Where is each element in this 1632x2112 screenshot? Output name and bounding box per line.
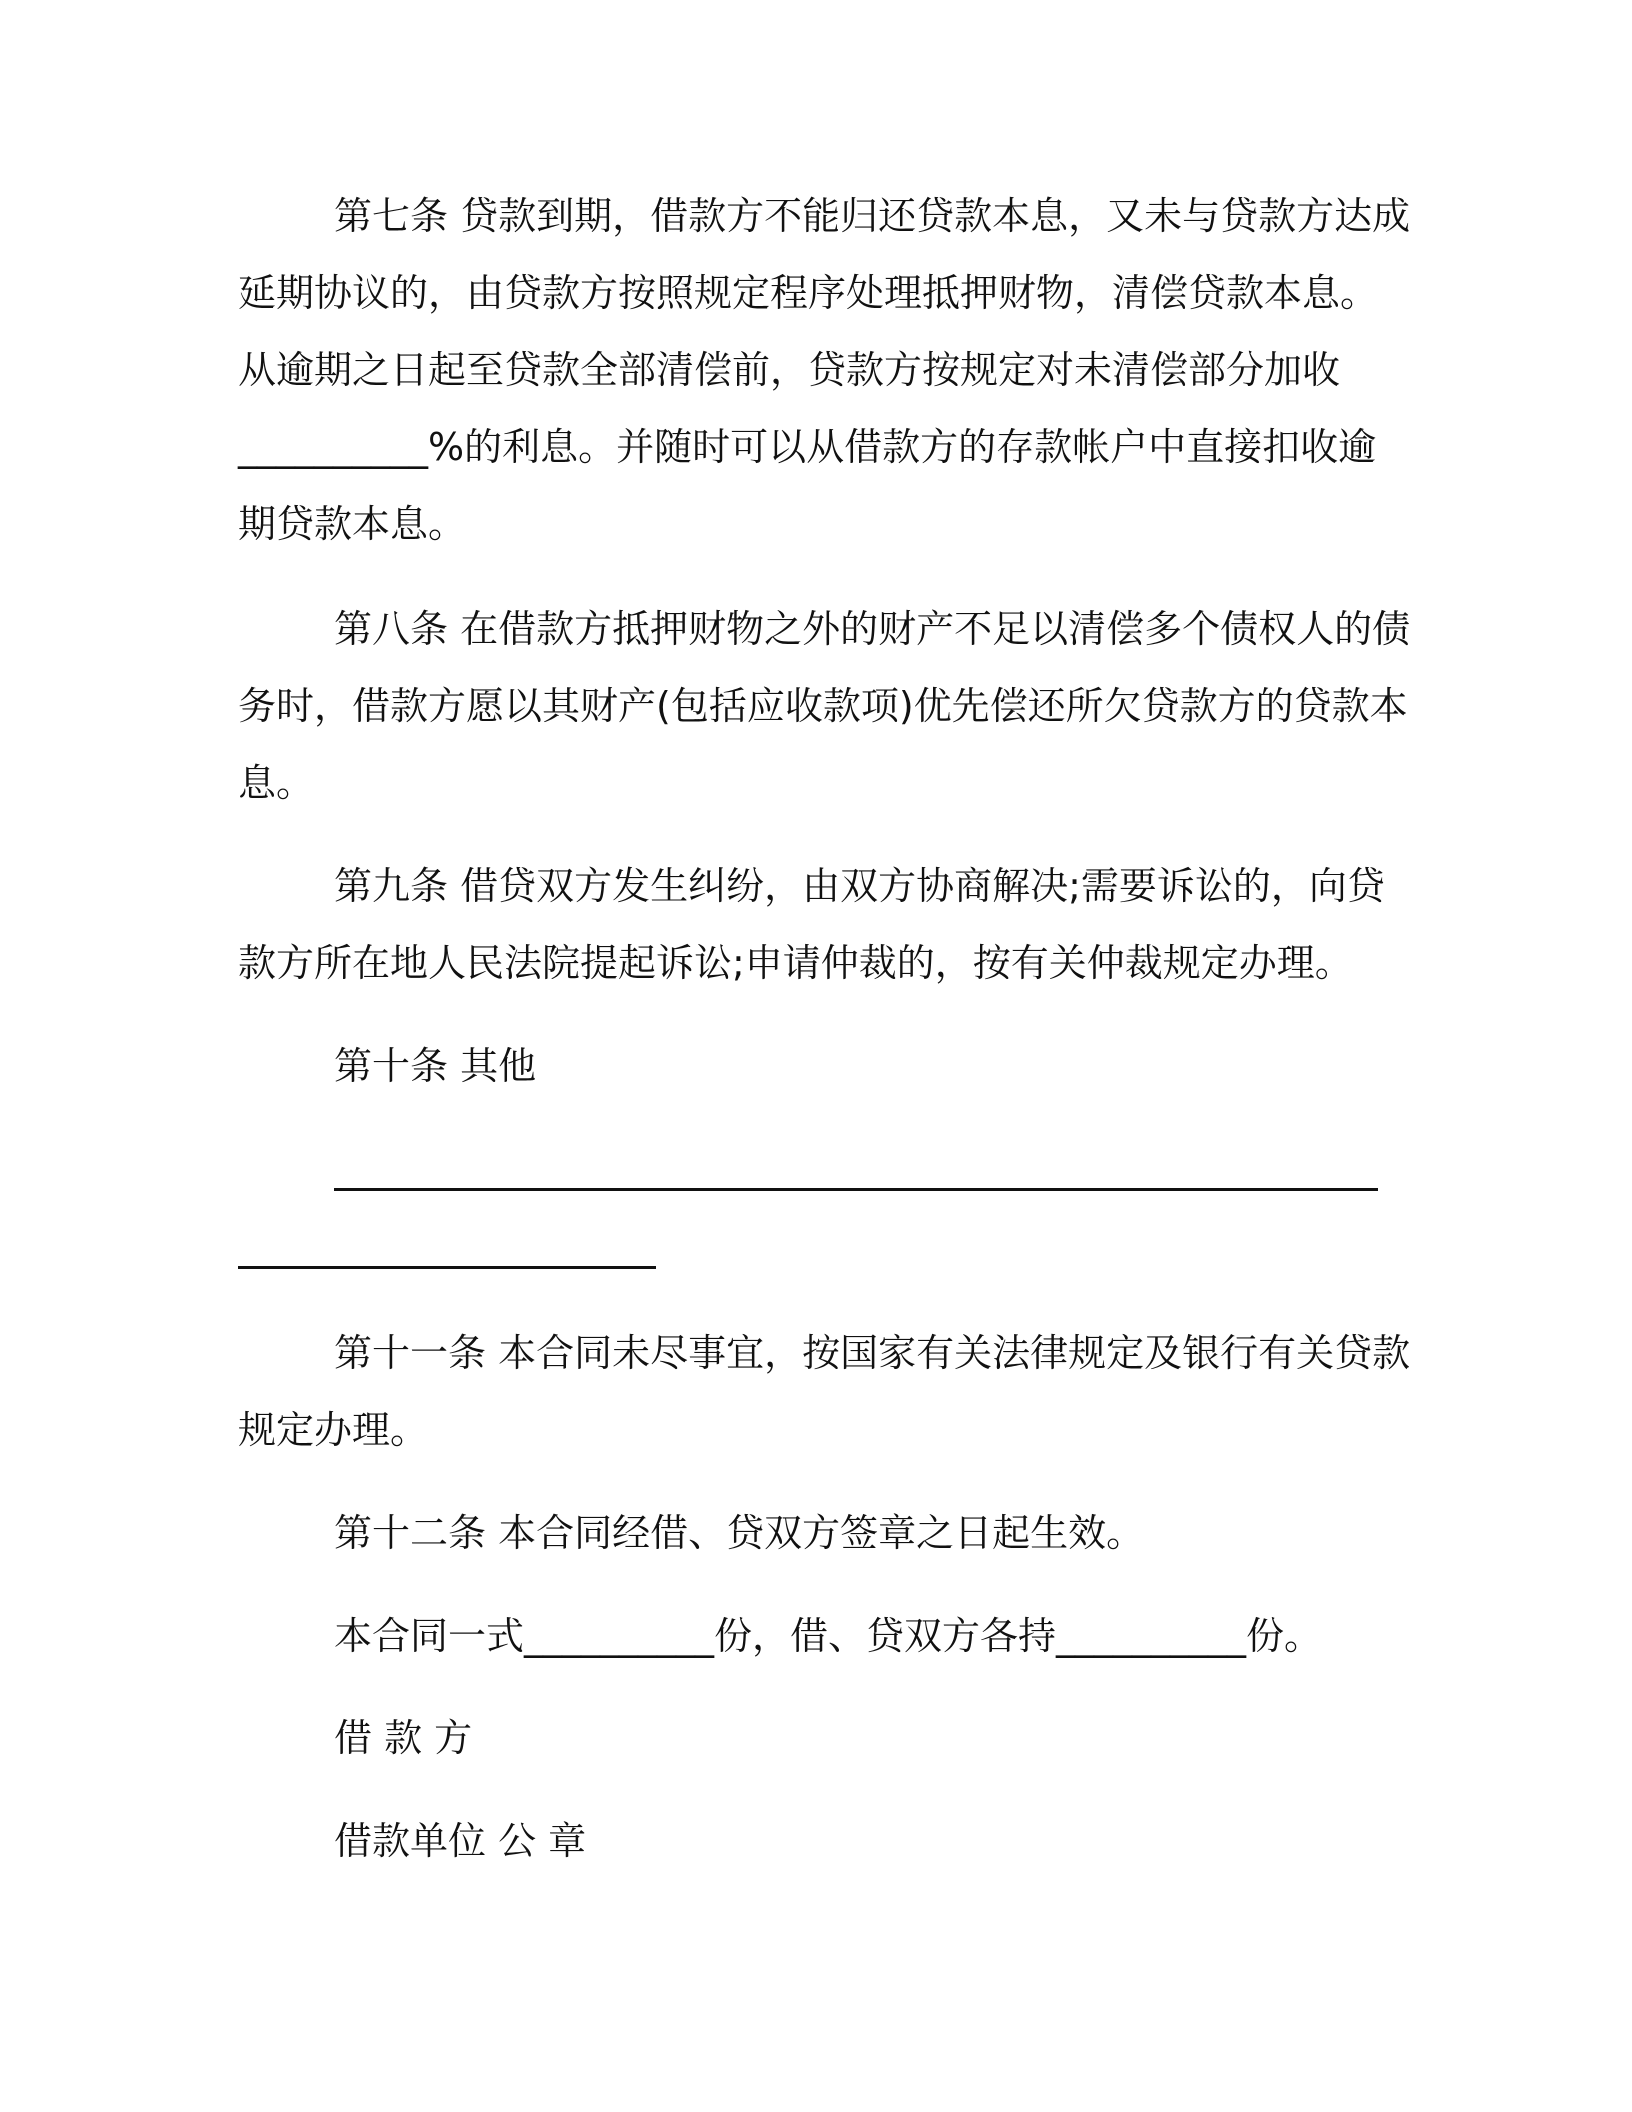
article-11-line-1: 第十一条 本合同未尽事宜，按国家有关法律规定及银行有关贷款	[334, 1331, 1411, 1375]
article-11	[238, 1315, 1411, 1469]
article-10-title: 第十条 其他	[334, 1044, 537, 1088]
article-7	[238, 178, 1411, 563]
article-8-line-1: 第八条 在借款方抵押财物之外的财产不足以清偿多个债权人的债	[334, 607, 1411, 651]
borrower-label: 借 款 方	[334, 1716, 473, 1760]
article-9-line-2: 款方所在地人民法院提起诉讼;申请仲裁的，按有关仲裁规定办理。	[238, 941, 1353, 985]
article-11-line-2: 规定办理。	[238, 1408, 429, 1452]
copies-clause	[238, 1598, 1378, 1675]
seal-block	[238, 1803, 1378, 1880]
article-9	[238, 848, 1385, 1002]
article-7-line-4: __________%的利息。并随时可以从借款方的存款帐户中直接扣收逾	[238, 425, 1377, 469]
article-7-line-1: 第七条 贷款到期，借款方不能归还贷款本息，又未与贷款方达成	[334, 194, 1411, 238]
borrower-seal-label: 借款单位 公 章	[334, 1819, 587, 1863]
article-12-line-1: 第十二条 本合同经借、贷双方签章之日起生效。	[334, 1511, 1145, 1555]
article-12	[238, 1495, 1378, 1572]
article-7-line-5: 期贷款本息。	[238, 502, 467, 546]
article-7-line-3: 从逾期之日起至贷款全部清偿前，贷款方按规定对未清偿部分加收	[238, 348, 1341, 392]
blank-line-1	[334, 1188, 1378, 1191]
copies-line: 本合同一式__________份，借、贷双方各持__________份。	[334, 1614, 1323, 1658]
article-8-line-3: 息。	[238, 761, 315, 805]
article-9-line-1: 第九条 借贷双方发生纠纷，由双方协商解决;需要诉讼的，向贷	[334, 864, 1385, 908]
blank-line-2	[238, 1266, 656, 1269]
article-8-line-2: 务时，借款方愿以其财产(包括应收款项)优先偿还所欠贷款方的贷款本	[238, 684, 1408, 728]
article-10	[238, 1028, 1378, 1105]
article-7-line-2: 延期协议的，由贷款方按照规定程序处理抵押财物，清偿贷款本息。	[238, 271, 1379, 315]
article-8	[238, 591, 1411, 822]
borrower-block	[238, 1700, 1378, 1777]
